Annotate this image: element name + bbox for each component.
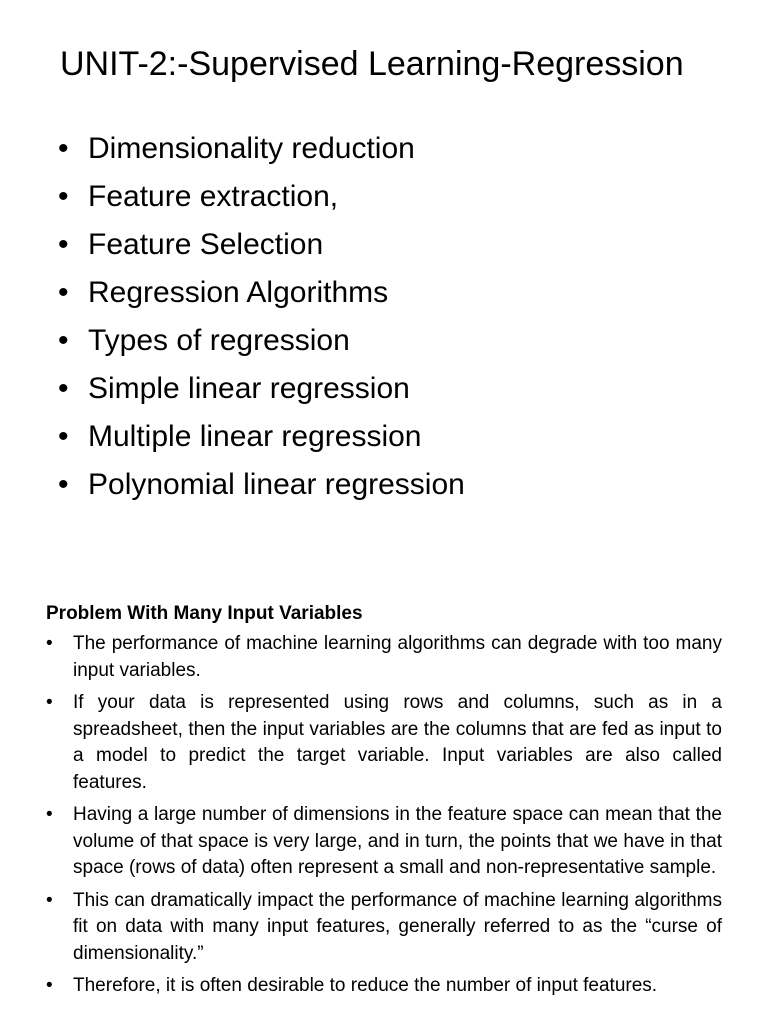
topic-item <box>58 173 465 221</box>
topic-item <box>58 269 465 317</box>
topic-label: Multiple linear regression <box>88 420 422 453</box>
bullet-icon: • <box>58 180 69 213</box>
topic-label: Types of regression <box>88 324 350 357</box>
bullet-icon: • <box>46 975 53 996</box>
topic-label: Feature extraction, <box>88 180 339 213</box>
topic-label: Feature Selection <box>88 228 324 261</box>
bullet-icon: • <box>58 324 69 357</box>
topic-item <box>58 125 465 173</box>
topic-item <box>58 461 465 509</box>
point-text: Therefore, it is often desirable to reduce the number of input features. <box>73 975 658 996</box>
bullet-icon: • <box>46 692 53 713</box>
bullet-icon: • <box>58 420 69 453</box>
bullet-icon: • <box>58 468 69 501</box>
point-list <box>46 631 722 1000</box>
topic-label: Simple linear regression <box>88 372 410 405</box>
bullet-icon: • <box>58 372 69 405</box>
topic-item <box>58 413 465 461</box>
bullet-icon: • <box>58 228 69 261</box>
topic-item <box>58 365 465 413</box>
topic-item <box>58 317 465 365</box>
bullet-icon: • <box>58 132 69 165</box>
point-item <box>46 888 722 968</box>
topic-label: Polynomial linear regression <box>88 468 465 501</box>
problem-section <box>46 601 722 1006</box>
topic-item <box>58 221 465 269</box>
point-text: Having a large number of dimensions in the feature space can mean that the volume of that space is very large, and in turn, the points that we have in that space (rows of data) often represent a small and non-representative sample. <box>73 804 722 878</box>
point-item <box>46 802 722 882</box>
page-title: UNIT-2:-Supervised Learning-Regression <box>60 45 684 83</box>
point-item <box>46 690 722 796</box>
topic-label: Dimensionality reduction <box>88 132 415 165</box>
point-item <box>46 973 722 1000</box>
bullet-icon: • <box>58 276 69 309</box>
topic-label: Regression Algorithms <box>88 276 389 309</box>
point-text: The performance of machine learning algorithms can degrade with too many input variables. <box>73 633 722 681</box>
point-text: This can dramatically impact the performance of machine learning algorithms fit on data with many input features, generally referred to as the “curse of dimensionality.” <box>73 889 722 964</box>
topic-list <box>58 125 465 509</box>
bullet-icon: • <box>46 633 53 654</box>
bullet-icon: • <box>46 889 53 911</box>
bullet-icon: • <box>46 804 53 825</box>
point-text: If your data is represented using rows and columns, such as in a spreadsheet, then the input variables are the columns that are fed as input to a model to predict the target variable. Input variables are also called features. <box>73 692 722 793</box>
point-item <box>46 631 722 684</box>
section-heading: Problem With Many Input Variables <box>46 603 363 624</box>
